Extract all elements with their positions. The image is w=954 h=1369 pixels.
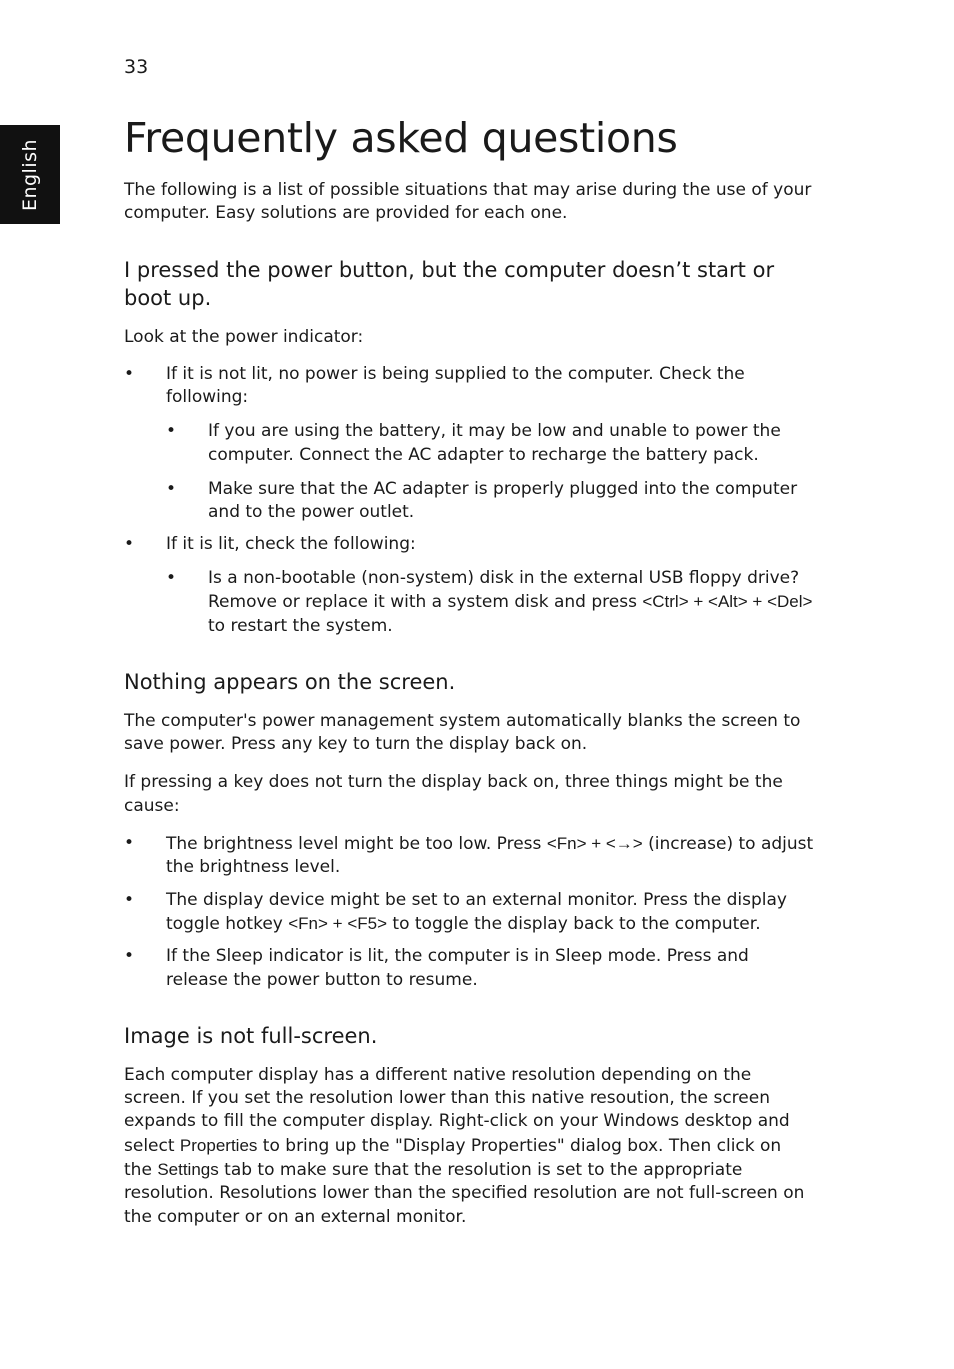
power-lead-text: Look at the power indicator: xyxy=(124,326,364,347)
side-tab-label: English xyxy=(19,138,41,212)
list-item-text-start: Is a non-bootable (non-system) disk in the external USB floppy drive? Remove or replace it with a system disk and press xyxy=(208,567,800,613)
list-item xyxy=(124,945,814,992)
list-item xyxy=(166,567,814,638)
list-item xyxy=(124,533,814,638)
bullet-icon: • xyxy=(124,946,135,967)
section-heading-power: I pressed the power button, but the computer doesn’t start or boot up. xyxy=(124,257,775,310)
screen-paragraph-1: The computer's power management system automatically blanks the screen to save power. Press any key to turn the display back on. xyxy=(124,710,801,755)
list-item-text-end: to toggle the display back to the computer. xyxy=(387,913,761,934)
fullscreen-paragraph xyxy=(124,1064,814,1229)
list-item-text-start: The display device might be set to an external monitor. Press the display toggle hotkey xyxy=(166,889,787,934)
list-item-text-end: to restart the system. xyxy=(208,615,393,636)
screen-paragraph-2: If pressing a key does not turn the display back on, three things might be the cause: xyxy=(124,772,783,816)
bullet-icon: • xyxy=(166,421,177,442)
key-combo-fn-right: <Fn> + <→> xyxy=(546,834,643,854)
text-run: to bring up the "Display Properties" dialog box. Then click on the xyxy=(124,1135,782,1181)
list-item xyxy=(124,889,814,937)
power-bullet-list xyxy=(124,363,814,638)
section-heading-screen: Nothing appears on the screen. xyxy=(124,669,456,694)
list-item xyxy=(124,832,814,880)
sub-bullet-list xyxy=(166,420,814,524)
page-content xyxy=(124,108,814,1229)
list-item-text: If you are using the battery, it may be low and unable to power the computer. Connect the AC adapter to recharge the battery pack. xyxy=(208,421,781,465)
language-side-tab xyxy=(0,125,60,224)
text-run: Each computer display has a different native resolution depending on the screen. If you set the resolution lower than this native resoution, the screen expands to fill the computer display. Right-click on your Windows desktop and select xyxy=(124,1064,790,1156)
settings-tab-term: Settings xyxy=(157,1160,219,1180)
bullet-icon: • xyxy=(124,833,135,854)
page-title: Frequently asked questions xyxy=(124,114,678,162)
text-run: tab to make sure that the resolution is set to the appropriate resolution. Resolutions lower than the specified resolution are not full-screen on the computer or on an external monitor. xyxy=(124,1160,805,1227)
list-item xyxy=(166,478,814,525)
sub-bullet-list xyxy=(166,567,814,638)
list-item-text: If it is lit, check the following: xyxy=(166,533,416,554)
bullet-icon: • xyxy=(124,533,135,554)
intro-paragraph: The following is a list of possible situations that may arise during the use of your computer. Easy solutions are provided for each one. xyxy=(124,180,812,224)
list-item xyxy=(124,363,814,525)
properties-menu-term: Properties xyxy=(179,1135,258,1155)
key-combo-fn-f5: <Fn> + <F5> xyxy=(288,913,388,933)
screen-bullet-list xyxy=(124,832,814,992)
list-item-text: If the Sleep indicator is lit, the computer is in Sleep mode. Press and release the power button to resume. xyxy=(166,946,749,990)
bullet-icon: • xyxy=(124,363,135,384)
bullet-icon: • xyxy=(166,479,177,500)
list-item-text-end: (increase) to adjust the brightness level. xyxy=(166,834,814,878)
list-item-text: If it is not lit, no power is being supplied to the computer. Check the following: xyxy=(166,363,745,408)
key-combo-ctrl-alt-del: <Ctrl> + <Alt> + <Del> xyxy=(642,592,813,612)
bullet-icon: • xyxy=(124,889,135,910)
list-item-text-start: The brightness level might be too low. Press xyxy=(166,834,547,855)
page-number: 33 xyxy=(124,56,149,78)
section-heading-fullscreen: Image is not full-screen. xyxy=(124,1023,378,1048)
bullet-icon: • xyxy=(166,567,177,588)
list-item xyxy=(166,420,814,467)
list-item-text: Make sure that the AC adapter is properly plugged into the computer and to the power outlet. xyxy=(208,479,798,523)
